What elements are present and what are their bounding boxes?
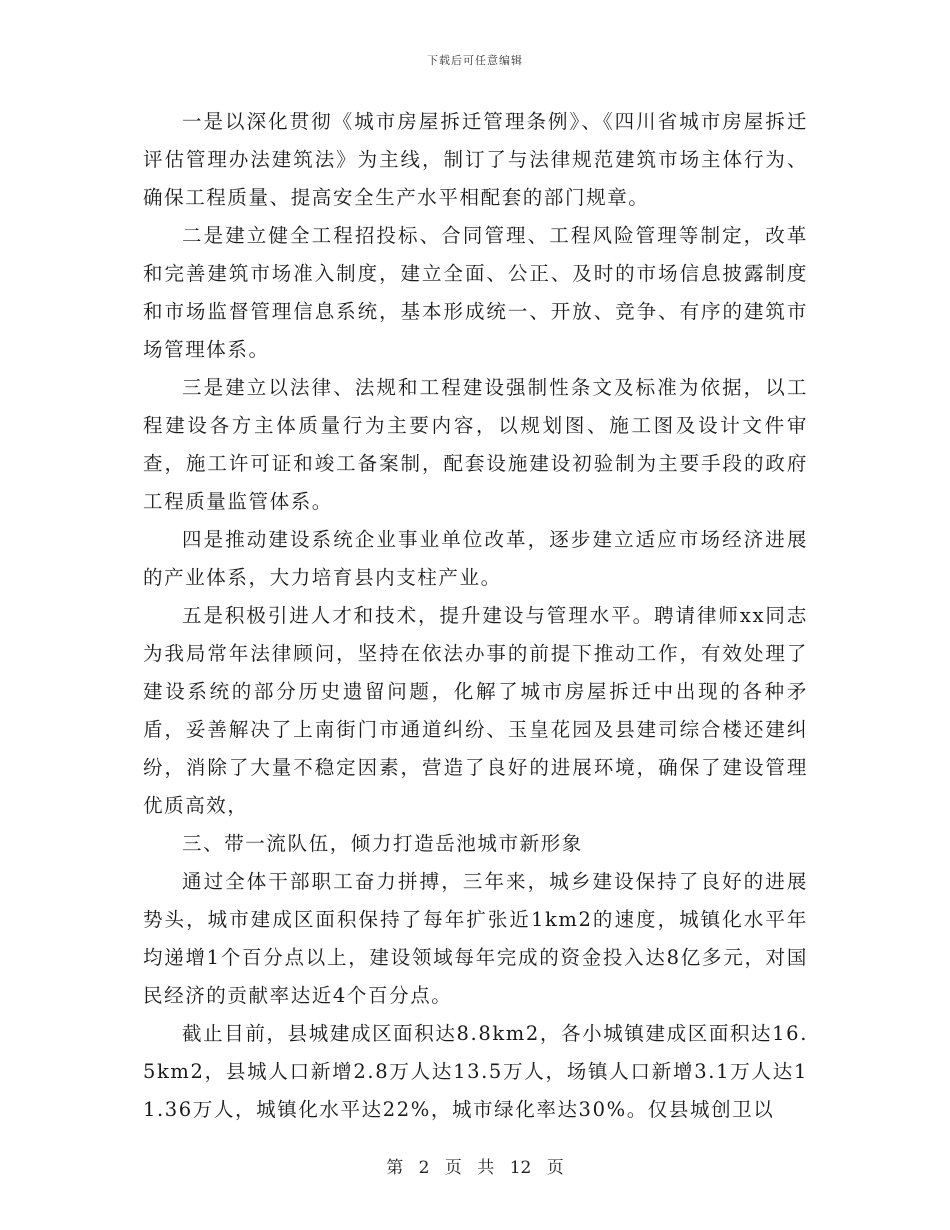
paragraph: 二是建立健全工程招投标、合同管理、工程风险管理等制定，改革和完善建筑市场准入制度，建立全面、公正、及时的市场信息披露制度和市场监督管理信息系统，基本形成统一、开放、竞争、有序的建筑市场管理体系。 — [143, 224, 808, 361]
page-footer — [0, 1153, 950, 1178]
paragraph: 三是建立以法律、法规和工程建设强制性条文及标准为依据，以工程建设各方主体质量行为主要内容，以规划图、施工图及设计文件审查，施工许可证和竣工备案制，配套设施建设初验制为主要手段的政府工程质量监管体系。 — [143, 376, 808, 513]
footer-label-of: 页 — [444, 1158, 462, 1178]
footer-label-page: 第 — [386, 1158, 404, 1178]
document-body — [143, 103, 808, 1129]
footer-page-number: 2 — [418, 1158, 430, 1178]
section-heading: 三、带一流队伍，倾力打造岳池城市新形象 — [182, 832, 583, 855]
footer-label-pages: 页 — [546, 1158, 564, 1178]
paragraph: 四是推动建设系统企业事业单位改革，逐步建立适应市场经济进展的产业体系，大力培育县内支柱产业。 — [143, 528, 808, 589]
footer-label-total: 共 — [477, 1158, 495, 1178]
paragraph: 截止目前，县城建成区面积达8.8km2，各小城镇建成区面积达16.5km2，县城人口新增2.8万人达13.5万人，场镇人口新增3.1万人达11.36万人，城镇化水平达22%，城市绿化率达30%。仅县城创卫以 — [143, 1022, 808, 1121]
footer-total-pages: 12 — [509, 1158, 532, 1178]
paragraph: 一是以深化贯彻《城市房屋拆迁管理条例》、《四川省城市房屋拆迁评估管理办法建筑法》为主线，制订了与法律规范建筑市场主体行为、确保工程质量、提高安全生产水平相配套的部门规章。 — [143, 110, 808, 209]
paragraph: 五是积极引进人才和技术，提升建设与管理水平。聘请律师xx同志为我局常年法律顾问，坚持在依法办事的前提下推动工作，有效处理了建设系统的部分历史遗留问题，化解了城市房屋拆迁中出现的各种矛盾，妥善解决了上南街门市通道纠纷、玉皇花园及县建司综合楼还建纠纷，消除了大量不稳定因素，营造了良好的进展环境，确保了建设管理优质高效， — [143, 604, 808, 817]
page-header: 下载后可任意编辑 — [427, 54, 523, 67]
paragraph: 通过全体干部职工奋力拼搏，三年来，城乡建设保持了良好的进展势头，城市建成区面积保持了每年扩张近1km2的速度，城镇化水平年均递增1个百分点以上，建设领域每年完成的资金投入达8亿多元，对国民经济的贡献率达近4个百分点。 — [143, 870, 808, 1007]
